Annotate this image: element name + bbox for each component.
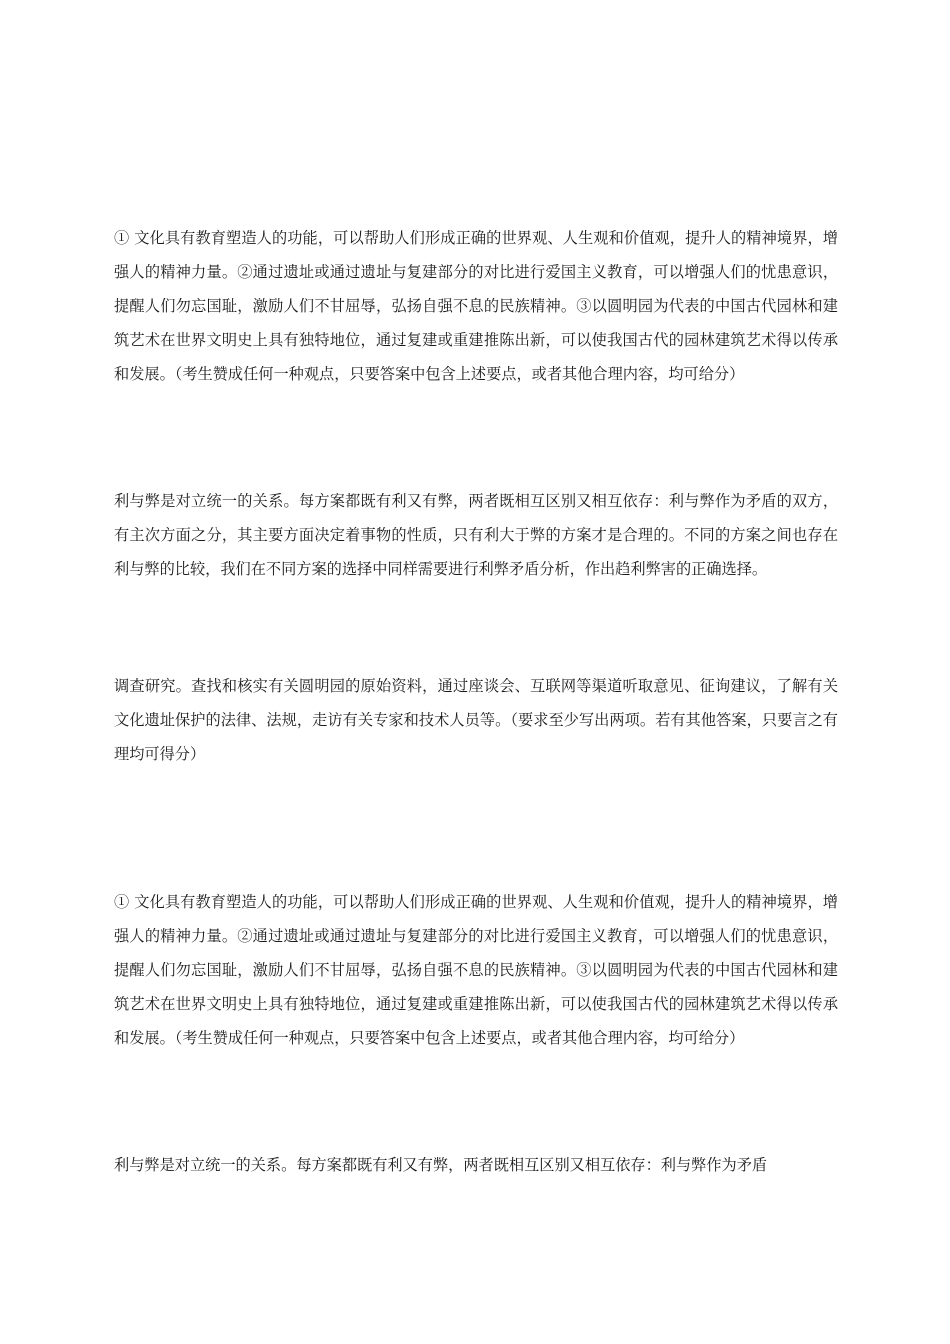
answer-paragraph-research: 调查研究。查找和核实有关圆明园的原始资料，通过座谈会、互联网等渠道听取意见、征询建议，了解有关文化遗址保护的法律、法规，走访有关专家和技术人员等。（要求至少写出两项。若有其他答案，只要言之有理均可得分） <box>114 677 838 763</box>
answer-paragraph-pros-cons: 利与弊是对立统一的关系。每方案都既有利又有弊，两者既相互区别又相互依存：利与弊作为矛盾的双方，有主次方面之分，其主要方面决定着事物的性质，只有利大于弊的方案才是合理的。不同的方案之间也存在利与弊的比较，我们在不同方案的选择中同样需要进行利弊矛盾分析，作出趋利弊害的正确选择。 <box>114 492 838 578</box>
answer-paragraph-culture-function: ① 文化具有教育塑造人的功能，可以帮助人们形成正确的世界观、人生观和价值观，提升人的精神境界，增强人的精神力量。②通过遗址或通过遗址与复建部分的对比进行爱国主义教育，可以增强人们的忧患意识，提醒人们勿忘国耻，激励人们不甘屈辱，弘扬自强不息的民族精神。③以圆明园为代表的中国古代园林和建筑艺术在世界文明史上具有独特地位，通过复建或重建推陈出新，可以使我国古代的园林建筑艺术得以传承和发展。（考生赞成任何一种观点，只要答案中包含上述要点，或者其他合理内容，均可给分） <box>114 229 838 383</box>
answer-paragraph-pros-cons-repeat: 利与弊是对立统一的关系。每方案都既有利又有弊，两者既相互区别又相互依存：利与弊作为矛盾 <box>114 1156 768 1174</box>
answer-paragraph-culture-function-repeat: ① 文化具有教育塑造人的功能，可以帮助人们形成正确的世界观、人生观和价值观，提升人的精神境界，增强人的精神力量。②通过遗址或通过遗址与复建部分的对比进行爱国主义教育，可以增强人们的忧患意识，提醒人们勿忘国耻，激励人们不甘屈辱，弘扬自强不息的民族精神。③以圆明园为代表的中国古代园林和建筑艺术在世界文明史上具有独特地位，通过复建或重建推陈出新，可以使我国古代的园林建筑艺术得以传承和发展。（考生赞成任何一种观点，只要答案中包含上述要点，或者其他合理内容，均可给分） <box>114 893 838 1047</box>
